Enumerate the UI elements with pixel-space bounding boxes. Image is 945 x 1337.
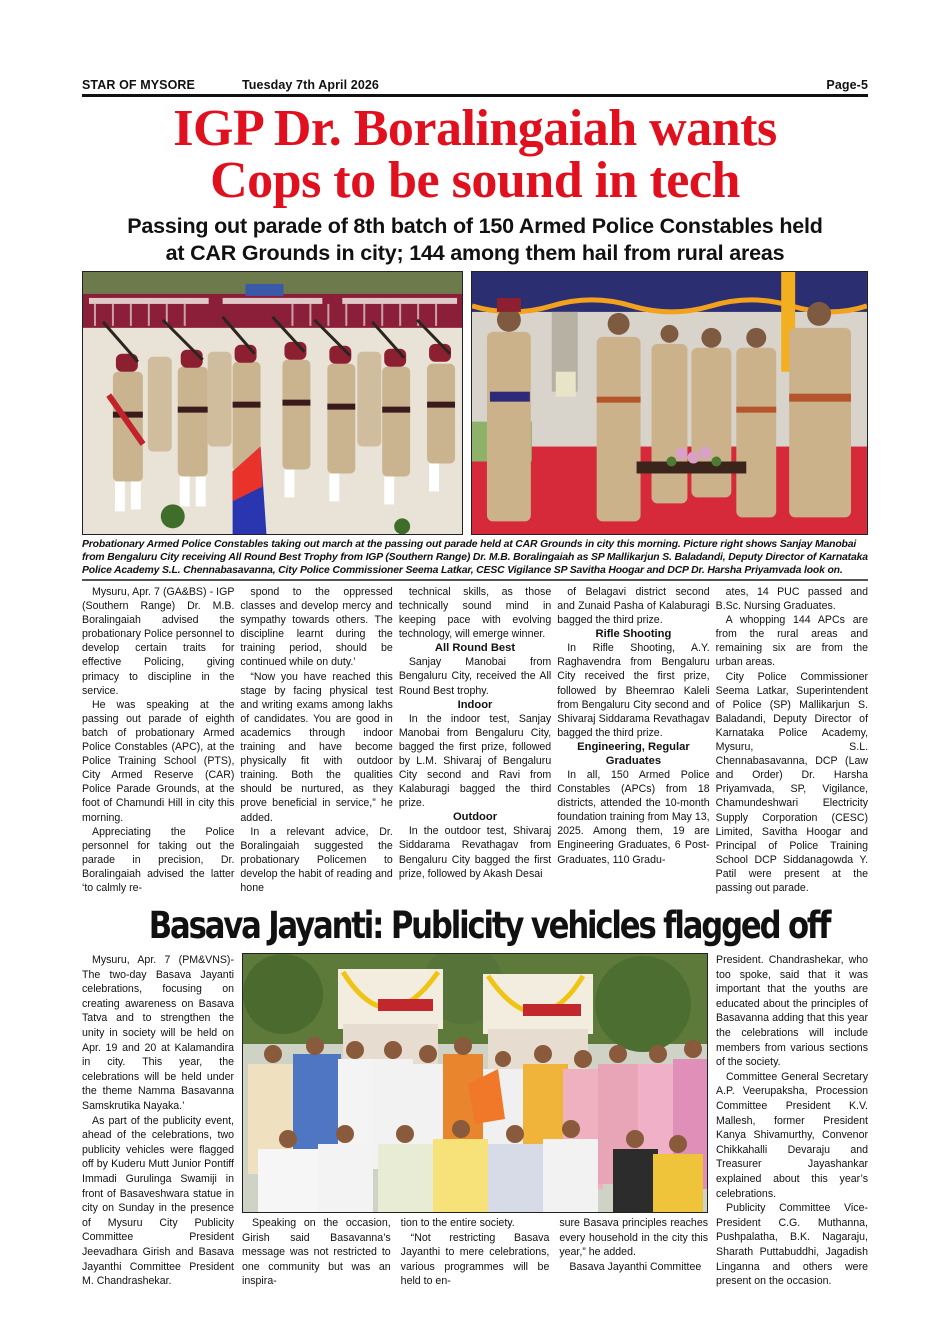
story1-body [82,585,868,895]
story2-center [242,953,708,1289]
paragraph: He was speaking at the passing out parade of eighth batch of probationary Armed Police Constables (APC), at the Police Training School (PTS), City Armed Reserve (CAR) Police Parade Grounds, at the foot of Chamundi Hill in city this morning. [82,698,235,824]
headline-line-2: Cops to be sound in tech [210,152,740,209]
paragraph: In the indoor test, Sanjay Manobai from Bengaluru City, bagged the first prize, followed by L.M. Shivaraj of Bengaluru City second and Ravi from Kalaburagi bagged the third prize. [398,712,552,810]
subheading-engineering-graduates: Engineering, Regular Graduates [577,740,690,767]
parade-photo [82,271,463,535]
paragraph: “Now you have reached this stage by facing physical test and writing exams among lakhs of candidates. You are good in academics through indoor training and have become physically fit with outdoor training. Both the qualities should be nurtured, as they prove beneficial in service,” he added. [240,670,393,824]
paragraph: tion to the entire society. [400,1217,515,1230]
issue-date: Tuesday 7th April 2026 [242,78,379,92]
subheading-outdoor: Outdoor [452,811,498,824]
paragraph: Publicity Committee Vice-President C.G. Muthanna, Pushpalatha, B.K. Nagaraju, Sharath Puttabuddhi, Jagadish Linganna and others were present on the occasion. [716,1202,868,1288]
story1-deck [82,213,868,267]
story2-column-2 [242,1216,391,1289]
story1-photos [82,271,868,535]
basava-jayanti-photo-image [243,954,707,1212]
paragraph: “Not restricting Basava Jayanthi to mere celebrations, various programmes will be held to en- [400,1231,550,1288]
subheading-all-round-best: All Round Best [434,642,516,655]
story2-left-column [82,953,234,1289]
paragraph: Basava Jayanthi Committee [569,1260,702,1273]
page-number: Page-5 [826,78,868,92]
headline-line-1: IGP Dr. Boralingaiah wants [173,100,777,157]
paragraph: sure Basava principles reaches every household in the city this year,” he added. [559,1217,709,1259]
paragraph: technical skills, as those technically sound mind in keeping pace with evolving technology, will emerge winner. [398,586,552,641]
newspaper-page [82,74,868,1289]
story1-column-3 [399,585,551,895]
paragraph: A whopping 144 APCs are from the rural areas and remaining six are from the urban areas. [715,614,869,669]
story1-column-2 [240,585,392,895]
story1-column-1 [82,585,234,895]
story1-column-5 [716,585,868,895]
paragraph: In a relevant advice, Dr. Boralingaiah suggested the probationary Policemen to develop the habit of reading and hone [240,825,393,894]
paragraph: Appreciating the Police personnel for taking out the parade in precision, Dr. Boralingaiah advised the latter ‘to calmly re- [82,825,235,894]
paragraph: Mysuru, Apr. 7 (PM&VNS)- The two-day Basava Jayanti celebrations, focusing on creating awareness on Basava Tatva and to strengthen the unity in society will be held on Apr. 19 and 20 at Kalamandira in city. This year, the celebrations will be held under the theme Namma Basavanna Samskrutika Nayaka.’ [82,954,234,1112]
paragraph: ates, 14 PUC passed and B.Sc. Nursing Graduates. [715,586,869,613]
deck-line-2: at CAR Grounds in city; 144 among them hail from rural areas [165,241,785,265]
trophy-photo-image [472,272,867,535]
deck-line-1: Passing out parade of 8th batch of 150 Armed Police Constables held [127,214,823,238]
paragraph: As part of the publicity event, ahead of the celebrations, two publicity vehicles were flagged off by Kuderu Mutt Junior Pontiff Immadi Gurulinga Swamiji in front of Basaveshwara statue in city on Sunday in the presence of Mysuru City Publicity Committee President Jeevadhara Girish and Basava Jayanthi Committee President M. Chandrashekar. [82,1114,234,1288]
paragraph: In all, 150 Armed Police Constables (APCs) from 18 districts, attended the 10-month foundation training from May 13, 2025. Among them, 19 are Engineering Graduates, 6 Post- Graduates, 110 Gradu- [557,768,710,866]
paragraph: City Police Commissioner Seema Latkar, Superintendent of Police (SP) Mallikarjun S. Baladandi, Deputy Director of Karnataka Police Academy, Mysuru, S.L. Chennabasavanna, DCP (Law and Order) Dr. Harsha Priyamvada, SP, Vigilance, Chamundeshwari Electricity Supply Corporation (CESC) Limited, Savitha Hoogar and Principal of Police Training School DCP Siddanagowda Y. Patil were present at the passing out parade. [715,670,869,894]
paragraph: Speaking on the occasion, Girish said Basavanna’s message was not restricted to one community but was an inspira- [242,1217,391,1288]
trophy-photo [471,271,868,535]
paragraph: Mysuru, Apr. 7 (GA&BS) - IGP (Southern Range) Dr. M.B. Boralingaiah advised the probationary Police personnel to develop certain traits for effective Policing, giving primacy to discipline in the service. [82,586,235,697]
paragraph: In Rifle Shooting, A.Y. Raghavendra from Bengaluru City received the first prize, followed by Bheemrao Kaleli from Bengaluru City second and Shivaraj Siddarama Revathagav bagged the third prize. [557,642,710,739]
paragraph: Sanjay Manobai from Bengaluru City, received the All Round Best trophy. [398,656,552,697]
story2-headline: Basava Jayanti: Publicity vehicles flagged off [148,904,830,948]
paper-name: STAR OF MYSORE [82,78,195,92]
paragraph: Committee General Secretary A.P. Veerupaksha, Procession Committee President K.V. Mallesh, former President Kanya Shivamurthy, Convenor Chikkahalli Devaraju and Treasurer Jayashankar explained about this year’s celebrations. [716,1070,868,1200]
story1-photo-caption: Probationary Armed Police Constables taking out march at the passing out parade held at CAR Grounds in city this morning. Picture right shows Sanjay Manobai from Bengaluru City receiving All Round Best Trophy from IGP (Southern Range) Dr. M.B. Boralingaiah as SP Mallikarjun S. Baladandi, Deputy Director of Karnataka Police Academy S.L. Chennabasavanna, City Police Commissioner Seema Latkar, CESC Vigilance SP Savitha Hoogar and DCP Dr. Harsha Priyamvada look on. [82,539,868,576]
story1-headline [82,100,868,209]
basava-jayanti-photo [242,953,708,1213]
caption-rule [82,579,868,581]
paragraph: spond to the oppressed classes and develop mercy and sympathy towards others. The discipline learnt during the training period, should be continued while on duty.’ [240,586,393,669]
masthead-rule [82,94,868,97]
story2-under-photo-columns [242,1216,708,1289]
subheading-rifle-shooting: Rifle Shooting [595,628,672,641]
story1-column-4 [557,585,709,895]
parade-photo-image [83,272,462,535]
story2-column-4 [559,1216,708,1289]
paragraph: President. Chandrashekar, who too spoke, said that it was important that the youths are educated about the principles of Basavanna adding that this year the celebrations will include members from various sections of the society. [716,954,868,1069]
story2-column-3 [401,1216,550,1289]
paragraph: of Belagavi district second and Zunaid Pasha of Kalaburagi bagged the third prize. [557,586,710,627]
story2-body [82,953,868,1289]
subheading-indoor: Indoor [457,698,493,711]
story2-right-column [716,953,868,1289]
masthead [82,74,868,92]
paragraph: In the outdoor test, Shivaraj Siddarama Revathagav from Bengaluru City bagged the first prize, followed by Akash Desai [398,825,552,880]
